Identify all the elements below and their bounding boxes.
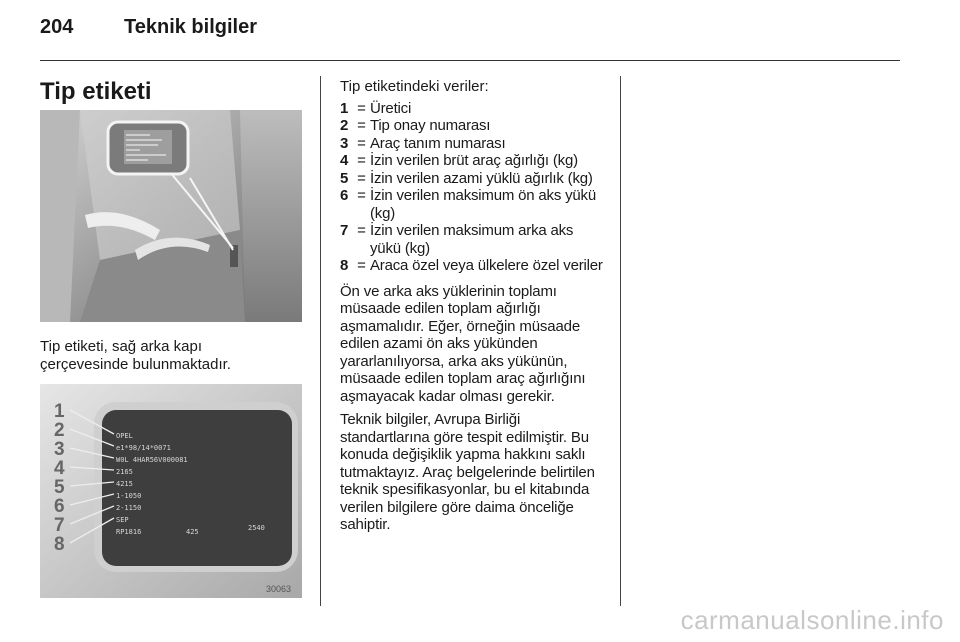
legend-number: 6	[340, 187, 349, 204]
legend-text: Araca özel veya ülkelere özel veriler	[370, 257, 603, 274]
plate-line: 4215	[116, 480, 133, 488]
type-label-data-column	[340, 78, 608, 540]
legend-text: Araç tanım numarası	[370, 134, 506, 152]
plate-line: 2-1150	[116, 504, 142, 512]
callout-number: 5	[54, 477, 65, 498]
legend-intro: Tip etiketindeki veriler:	[340, 78, 489, 95]
legend-number: 2	[340, 117, 349, 134]
plate-line: OPEL	[116, 432, 133, 440]
legend-text: İzin verilen brüt araç ağırlığı (kg)	[370, 152, 578, 169]
caption-line: çerçevesinde bulunmaktadır.	[40, 356, 231, 373]
callout-number: 7	[54, 515, 65, 536]
legend-text: İzin verilen maksimum arka aks yükü (kg)	[370, 222, 574, 257]
callout-number: 3	[54, 439, 65, 460]
callout-number: 4	[54, 458, 65, 479]
legend-number: 5	[340, 169, 349, 187]
legend-text: İzin verilen azami yüklü ağırlık (kg)	[370, 169, 593, 187]
legend-item	[340, 257, 608, 275]
type-plate-figure	[40, 384, 302, 598]
legend-number: 7	[340, 222, 349, 239]
legend-number: 1	[340, 99, 349, 117]
legend-separator: =	[357, 257, 366, 274]
legend-item	[340, 117, 608, 135]
figure1-caption	[40, 338, 302, 374]
plate-line: e1*98/14*0071	[116, 444, 171, 452]
legend-item	[340, 187, 608, 222]
plate-line: 1-1050	[116, 492, 142, 500]
legend-separator: =	[357, 187, 366, 204]
figure-number: 30063	[266, 584, 292, 594]
watermark-text: carmanualsonline.info	[680, 605, 944, 635]
caption-line: Tip etiketi, sağ arka kapı	[40, 338, 203, 355]
plate-right-value: 2540	[248, 524, 265, 532]
legend-text: Üretici	[370, 99, 412, 117]
legend-item	[340, 222, 608, 257]
legend-item	[340, 100, 608, 118]
legend-item	[340, 170, 608, 188]
callout-number: 1	[54, 401, 65, 422]
legend-text: İzin verilen maksimum ön aks yükü (kg)	[370, 187, 596, 222]
header-rule	[40, 60, 900, 61]
legend-list	[340, 100, 608, 275]
column-divider	[620, 76, 621, 606]
door-frame-photo	[40, 110, 302, 322]
legend-item	[340, 135, 608, 153]
legend-separator: =	[357, 117, 366, 134]
legend-number: 8	[340, 257, 349, 274]
eu-standards-paragraph: Teknik bilgiler, Avrupa Birliği standartlarına göre tespit edilmiştir. Bu konuda değişiklik yapma hakkını saklı tutmaktayız. Araç belgelerinde belirtilen teknik spesifikasyonlar, bu el kitabında verilen bilgilere göre daima önceliğe sahiptir.	[340, 411, 595, 533]
column-divider	[320, 76, 321, 606]
legend-item	[340, 152, 608, 170]
legend-number: 4	[340, 152, 349, 169]
axle-load-paragraph: Ön ve arka aks yüklerinin toplamı müsaade edilen toplam ağırlığı aşmamalıdır. Eğer, örneğin müsaade edilen azami ön aks yükünden yararlanılıyorsa, arka aks yükünün, müsaade edilen toplam araç ağırlığını aşmayacak kadar olması gerekir.	[340, 282, 586, 405]
chapter-title: Teknik bilgiler	[124, 16, 257, 38]
legend-separator: =	[357, 222, 366, 239]
section-title: Tip etiketi	[40, 78, 152, 105]
callout-number: 2	[54, 420, 65, 441]
legend-number: 3	[340, 134, 349, 152]
callout-number: 8	[54, 534, 65, 555]
plate-line: 2165	[116, 468, 133, 476]
legend-separator: =	[357, 169, 366, 187]
page-number: 204	[40, 16, 74, 38]
legend-separator: =	[357, 134, 366, 152]
plate-right-value: 425	[186, 528, 199, 536]
legend-separator: =	[357, 152, 366, 169]
legend-separator: =	[357, 99, 366, 117]
plate-line: W0L 4HAR56V000081	[116, 456, 188, 464]
legend-text: Tip onay numarası	[370, 117, 491, 134]
plate-line: RP1816	[116, 528, 142, 536]
plate-line: SEP	[116, 516, 129, 524]
callout-number: 6	[54, 496, 65, 517]
